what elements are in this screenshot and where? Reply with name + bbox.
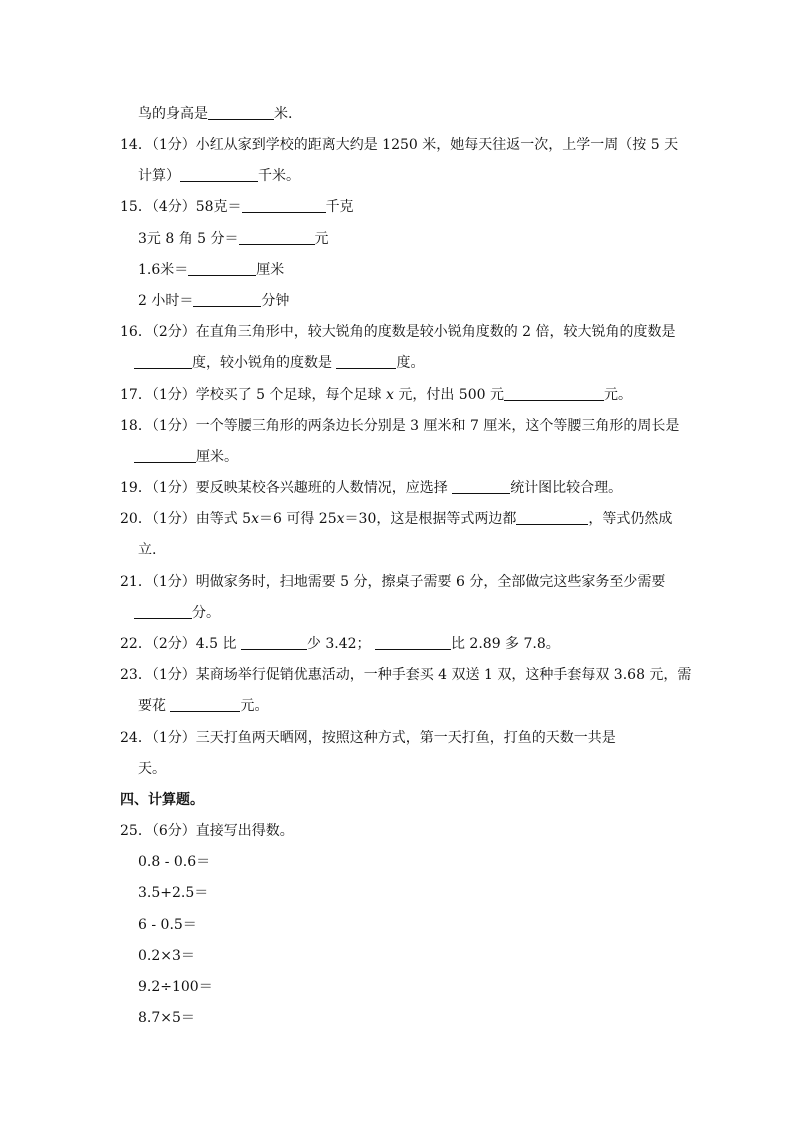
question-18: 18．（1分）一个等腰三角形的两条边长分别是 3 厘米和 7 厘米，这个等腰三角形的周长是	[120, 418, 680, 434]
question-number: 25．	[120, 823, 152, 839]
calc-item: 3.5+2.5＝	[138, 885, 209, 901]
question-20: 20．（1分）由等式 5x＝6 可得 25x＝30，这是根据等式两边都 ，等式仍然成	[120, 511, 673, 527]
question-number: 16．	[120, 324, 152, 340]
question-21: 21．（1分）明做家务时，扫地需要 5 分，擦桌子需要 6 分，全部做完这些家务至少需要	[120, 574, 666, 590]
answer-blank[interactable]	[170, 697, 240, 712]
q13-continuation: 鸟的身高是 米.	[138, 106, 293, 122]
calc-item: 9.2÷100＝	[138, 979, 213, 995]
question-number: 15．	[120, 199, 152, 215]
answer-blank[interactable]	[452, 479, 510, 494]
calc-item: 0.2×3＝	[138, 948, 195, 964]
question-number: 14．	[120, 137, 152, 153]
answer-blank[interactable]	[242, 198, 326, 213]
answer-blank[interactable]	[134, 604, 192, 619]
question-23: 23．（1分）某商场举行促销优惠活动，一种手套买 4 双送 1 双，这种手套每双 3.68 元，需	[120, 667, 692, 683]
section-heading: 四、计算题。	[120, 792, 204, 808]
calc-item: 6 - 0.5＝	[138, 917, 197, 933]
question-number: 24．	[120, 730, 152, 746]
answer-blank[interactable]	[134, 448, 196, 463]
answer-blank[interactable]	[336, 354, 396, 369]
question-number: 20．	[120, 511, 152, 527]
question-20-line2: 立.	[138, 542, 157, 558]
question-19: 19．（1分）要反映某校各兴趣班的人数情况，应选择 统计图比较合理。	[120, 480, 623, 496]
question-18-line2: 厘米。	[134, 447, 238, 467]
question-21-line2: 分。	[134, 603, 220, 623]
answer-blank[interactable]	[180, 167, 258, 182]
question-16-line2: 度，较小锐角的度数是 度。	[134, 353, 424, 373]
question-number: 19．	[120, 480, 152, 496]
question-15-line3: 1.6米＝ 厘米	[138, 262, 285, 278]
answer-blank[interactable]	[375, 635, 451, 650]
question-25: 25．（6分）直接写出得数。	[120, 823, 294, 839]
calc-item: 8.7×5＝	[138, 1010, 195, 1026]
question-number: 17．	[120, 387, 152, 403]
question-number: 21．	[120, 574, 152, 590]
answer-blank[interactable]	[239, 230, 315, 245]
answer-blank[interactable]	[188, 261, 256, 276]
question-22: 22．（2分）4.5 比 少 3.42； 比 2.89 多 7.8。	[120, 636, 560, 652]
calc-item: 0.8 - 0.6＝	[138, 854, 211, 870]
question-15: 15．（4分）58克＝ 千克	[120, 199, 354, 215]
answer-blank[interactable]	[516, 510, 588, 525]
question-15-line2: 3元 8 角 5 分＝ 元	[138, 231, 329, 247]
answer-blank[interactable]	[504, 386, 604, 401]
answer-blank[interactable]	[241, 635, 307, 650]
question-14: 14．（1分）小红从家到学校的距离大约是 1250 米，她每天往返一次，上学一周（按 5 天	[120, 137, 679, 153]
question-number: 23．	[120, 667, 152, 683]
question-23-line2: 要花 元。	[138, 698, 269, 714]
question-16: 16．（2分）在直角三角形中，较大锐角的度数是较小锐角度数的 2 倍，较大锐角的度数是	[120, 324, 676, 340]
answer-blank[interactable]	[193, 292, 261, 307]
question-number: 18．	[120, 418, 152, 434]
question-17: 17．（1分）学校买了 5 个足球，每个足球 x 元，付出 500 元 元。	[120, 387, 632, 403]
question-24: 24．（1分）三天打鱼两天晒网，按照这种方式，第一天打鱼，打鱼的天数一共是	[120, 730, 616, 746]
question-24-line2: 天。	[138, 761, 166, 777]
answer-blank[interactable]	[134, 354, 192, 369]
question-14-line2: 计算） 千米。	[138, 168, 300, 184]
question-15-line4: 2 小时＝ 分钟	[138, 293, 290, 309]
question-number: 22．	[120, 636, 152, 652]
answer-blank[interactable]	[208, 105, 274, 120]
